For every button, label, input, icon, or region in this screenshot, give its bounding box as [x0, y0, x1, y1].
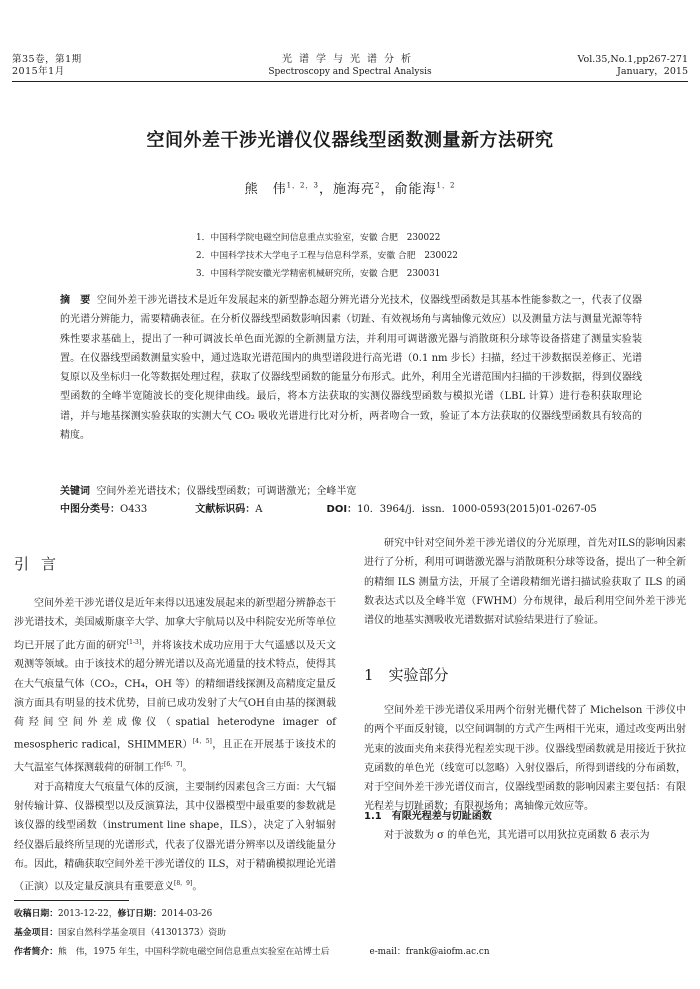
- doi-label: DOI：: [326, 504, 358, 515]
- header-volume: 第35卷，第1期: [12, 54, 82, 65]
- author-list: [0, 178, 700, 197]
- citation: [4，5]: [192, 738, 212, 746]
- affiliations: [196, 229, 458, 283]
- intro-text: 空间外差干涉光谱仪是近年来得以迅速发展起来的新型超分辨静态干涉光谱技术，美国威斯康辛大学、加拿大宇航局以及中科院安光所等单位均已开展了此方面的研究: [14, 598, 336, 651]
- intro-body: [14, 594, 336, 897]
- keywords: [60, 482, 642, 501]
- intro-text: 。: [192, 881, 203, 893]
- paper-title: 空间外差干涉光谱仪仪器线型函数测量新方法研究: [146, 130, 554, 151]
- header-rule: [12, 81, 688, 82]
- affiliation: 2．中国科学技术大学电子工程与信息科学系，安徽 合肥 230022: [196, 251, 458, 261]
- received-date: 2013-12-22，: [58, 909, 118, 919]
- funding: [14, 924, 490, 943]
- journal-name-zh: 光谱学与光谱分析: [282, 54, 418, 65]
- author-separator: ，: [318, 182, 333, 197]
- fund-label: 基金项目：: [14, 928, 58, 938]
- subsection-1-1-heading: 1.1 有限光程差与切趾函数: [364, 811, 492, 822]
- abstract-text: 空间外差干涉光谱技术是近年发展起来的新型静态超分辨光谱分光技术，仪器线型函数是其基本性能参数之一，代表了仪器的光谱分辨能力，需要精确表征。在分析仪器线型函数影响因素（切趾、有效视场角与离轴像元效应）以及测量方法与测量光源等特殊性要求基础上，提出了一种可调波长单色面光源的全新测量方法，并利用可调谐激光器与消散斑积分球等设备搭建了测量实验装置。在仪器线型函数测量实验中，通过选取光谱范围内的典型谱段进行高光谱（0.1 nm 步长）扫描，经过干涉数据误差修正、光谱复原以及坐标归一化等数据处理过程，获取了仪器线型函数的能量分布形式。此外，利用全光谱范围内扫描的干涉数据，得到仪器线型函数的全峰半宽随波长的变化规律曲线。最后，将本方法获取的实测仪器线型函数与模拟光谱（LBL 计算）进行卷积获取理论谱，并与地基探测实验获取的实测大气 CO₂ 吸收光谱进行比对分析，两者吻合一致，验证了本方法获取的仪器线型函数具有较高的精度。: [60, 295, 643, 442]
- section-1-heading: 1 实验部分: [364, 666, 449, 684]
- revised-label: 修订日期：: [117, 909, 162, 919]
- section-1-paragraph: 空间外差干涉光谱仪采用两个衍射光栅代替了 Michelson 干涉仪中的两个平面反射镜，以空间调制的方式产生两相干光束，通过改变两出射光束的波面夹角来获得光程差实现干涉。仪器线型函数就是用接近于狄拉克函数的单色光（线宽可以忽略）入射仪器后，所得到谱线的分布函数，对于空间外差干涉光谱仪而言，仪器线型函数的影响因素主要包括：有限光程差与切趾函数；有限视场角；离轴像元效应等。: [364, 705, 686, 813]
- keywords-label: 关键词: [60, 486, 90, 497]
- received-dates: [14, 905, 490, 924]
- doi-value: 10．3964/j．issn．1000-0593(2015)01-0267-05: [357, 504, 597, 515]
- classification-line: [60, 500, 660, 519]
- header-date: 2015年1月: [12, 66, 65, 77]
- intro-paragraph-2: [14, 778, 336, 897]
- intro-text: ，并将该技术成功应用于大气遥感以及天文观测等领域。由于该技术的超分辨光谱以及高光通量的技术特点，使得其在大气痕量气体（CO₂，CH₄，OH 等）的精细谱线探测及高精度定量反演方面具有明显的技术优势，目前已成功发射了大气OH自由基的探测载荷羟间空间外差成像仪（spatial heterodyne imager of mesospheric radical，SHIMMER）: [14, 639, 337, 751]
- clc-value: O433: [120, 504, 148, 515]
- author-name: 俞能海: [394, 182, 437, 197]
- author-affil: 1，2，3: [286, 181, 319, 190]
- citation: [1-3]: [126, 638, 142, 646]
- author-separator: ，: [380, 182, 395, 197]
- abstract-label: 摘 要: [60, 295, 91, 306]
- affiliation: 1．中国科学院电磁空间信息重点实验室，安徽 合肥 230022: [196, 233, 441, 243]
- header-citation: [578, 54, 688, 78]
- author-bio: [14, 943, 490, 962]
- intro-text: 。: [182, 762, 193, 774]
- revised-date: 2014-03-26: [161, 909, 213, 919]
- author-name: 熊 伟: [244, 182, 287, 197]
- author-email: e-mail：frank@aiofm.ac.cn: [369, 947, 490, 957]
- keywords-text: 空间外差光谱技术；仪器线型函数；可调谐激光；全峰半宽: [96, 486, 357, 497]
- header-pages: Vol.35,No.1,pp267-271: [577, 54, 688, 65]
- journal-name-en: Spectroscopy and Spectral Analysis: [268, 67, 432, 77]
- received-label: 收稿日期：: [14, 909, 58, 919]
- author-name: 施海亮: [332, 182, 375, 197]
- intro-continuation: 研究中针对空间外差干涉光谱仪的分光原理，首先对ILS的影响因素进行了分析，利用可调谐激光器与消散斑积分球等设备，提出了一种全新的精细 ILS 测量方法，开展了全谱段精细光谱扫描试验获取了 ILS 的函数表达式以及全峰半宽（FWHM）分布规律，最后利用空间外差干涉光谱仪的地基实测吸收光谱数据对试验结果进行了验证。: [364, 538, 686, 627]
- intro-text: 对于高精度大气痕量气体的反演，主要制约因素包含三方面：大气辐射传输计算、仪器模型以及反演算法，其中仪器模型中最重要的参数就是该仪器的线型函数（instrument line shape，ILS），决定了入射辐射经仪器后最终所呈现的光谱形式，代表了仪器光谱分辨率以及谱线能量分布。因此，精确获取空间外差干涉光谱仪的 ILS，对于精确模拟理论光谱（正演）以及定量反演具有重要意义: [14, 781, 336, 893]
- header-month: January，2015: [617, 66, 688, 77]
- abstract: [60, 291, 642, 445]
- intro-paragraph-1: [14, 594, 336, 778]
- fund-text: 国家自然科学基金项目（41301373）资助: [58, 928, 226, 938]
- author-affil: 2: [375, 181, 381, 190]
- author-bio-text: 熊 伟，1975 年生，中国科学院电磁空间信息重点实验室在站博士后: [58, 947, 330, 957]
- clc-label: 中图分类号：: [60, 504, 120, 515]
- doc-code-label: 文献标识码：: [195, 504, 256, 515]
- affiliation: 3．中国科学院安徽光学精密机械研究所，安徽 合肥 230031: [196, 269, 441, 279]
- intro-heading: 引言: [14, 555, 69, 573]
- intro-text: ，且正在开展基于该技术的大气温室气体探测载荷的研制工作: [14, 739, 336, 774]
- citation: [8，9]: [174, 880, 193, 888]
- author-affil: 1，2: [436, 181, 456, 190]
- footnote-rule: [14, 900, 129, 901]
- citation: [6，7]: [164, 761, 183, 769]
- subsection-1-1-paragraph: 对于波数为 σ 的单色光，其光谱可以用狄拉克函数 δ 表示为: [384, 830, 650, 841]
- footnotes: [14, 905, 490, 962]
- doc-code-value: A: [255, 504, 263, 515]
- author-bio-label: 作者简介：: [14, 947, 58, 957]
